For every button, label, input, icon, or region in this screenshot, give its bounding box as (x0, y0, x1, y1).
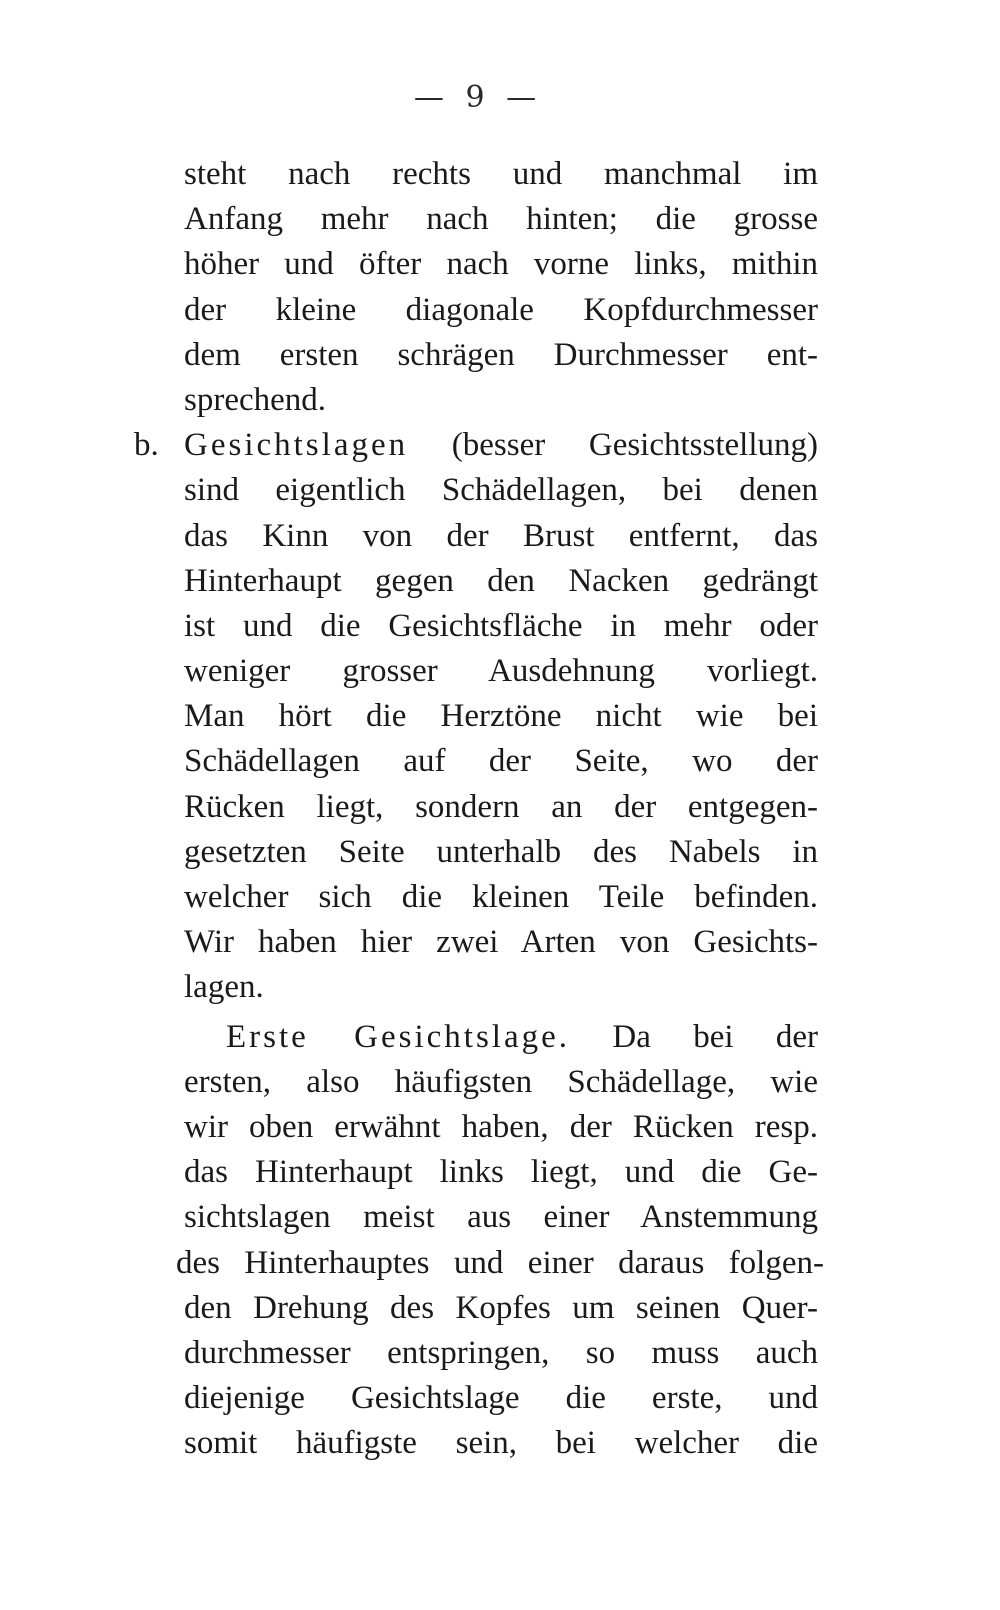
item-heading: Gesichtslagen (184, 427, 409, 464)
text-line: ersten, also häufigsten Schädellage, wie (184, 1063, 818, 1100)
text-line: den Drehung des Kopfes um seinen Quer- (184, 1289, 818, 1326)
text-line: Schädellagen auf der Seite, wo der (184, 743, 818, 780)
text-line: steht nach rechts und manchmal im (184, 156, 818, 192)
text-line: wir oben erwähnt haben, der Rücken resp. (184, 1108, 818, 1145)
text-line: sprechend. (184, 381, 327, 418)
section-heading-rest: Da bei der (570, 1018, 818, 1055)
text-line: durchmesser entspringen, so muss auch (184, 1334, 818, 1371)
text-line: Anfang mehr nach hinten; die grosse (184, 201, 818, 238)
text-line: Man hört die Herztöne nicht wie bei (184, 698, 818, 735)
text-line: das Hinterhaupt links liegt, und die Ge- (184, 1154, 818, 1191)
text-line: höher und öfter nach vorne links, mithin (184, 246, 818, 283)
list-item-b-first-line (134, 423, 818, 468)
text-line: Hinterhaupt gegen den Nacken gedrängt (184, 562, 818, 599)
section-heading: Erste Gesichtslage. (226, 1018, 571, 1055)
text-line: diejenige Gesichtslage die erste, und (184, 1380, 818, 1417)
section-first-line (184, 1015, 818, 1060)
text-line: Rücken liegt, sondern an der entgegen- (184, 788, 818, 825)
text-line: somit häufigste sein, bei welcher die (184, 1425, 818, 1462)
body-text (134, 152, 824, 1466)
text-line: des Hinterhauptes und einer daraus folgen- (176, 1244, 824, 1281)
text-line: welcher sich die kleinen Teile befinden. (184, 879, 818, 915)
text-line: dem ersten schrägen Durchmesser ent- (184, 336, 818, 373)
item-heading-rest: (besser Gesichtsstellung) (408, 427, 818, 464)
text-line: ist und die Gesichtsfläche in mehr oder (184, 607, 818, 644)
text-line: weniger grosser Ausdehnung vorliegt. (184, 653, 818, 690)
text-line: das Kinn von der Brust entfernt, das (184, 517, 818, 554)
text-line: sind eigentlich Schädellagen, bei denen (184, 472, 818, 509)
text-line: lagen. (184, 969, 264, 1006)
text-line: sichtslagen meist aus einer Anstemmung (184, 1199, 818, 1236)
text-line: Wir haben hier zwei Arten von Gesichts- (184, 924, 818, 961)
list-marker: b. (134, 427, 159, 464)
text-line: der kleine diagonale Kopfdurchmesser (184, 291, 818, 328)
text-line: gesetzten Seite unterhalb des Nabels in (184, 833, 818, 870)
page-number: — 9 — (413, 80, 543, 115)
